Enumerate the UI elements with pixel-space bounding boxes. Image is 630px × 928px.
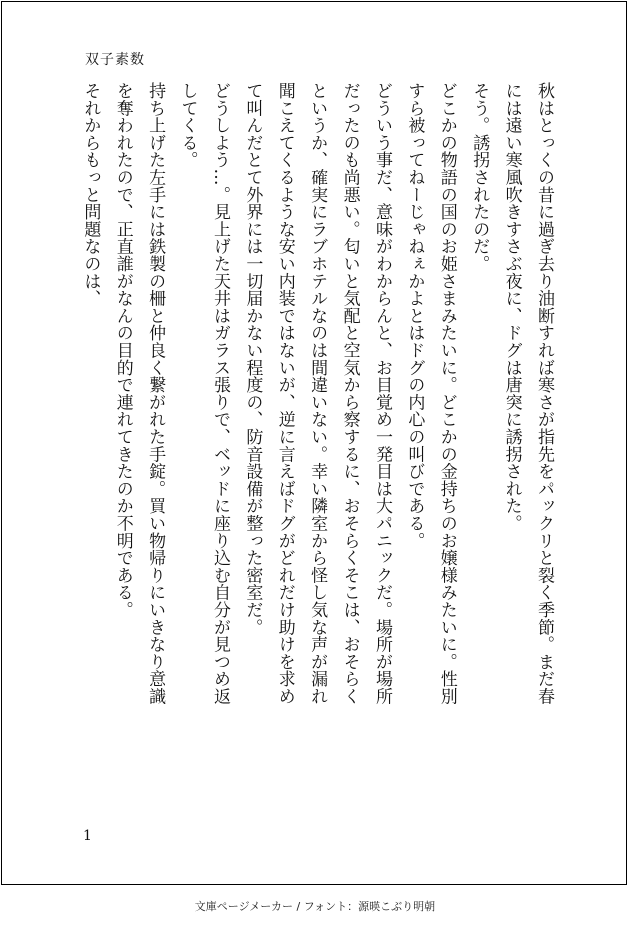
text-column-4: どこかの物語の国のお姫さまみたいに。どこかの金持ちのお嬢様みたいに。性別 <box>436 82 457 705</box>
text-column-15: それからもっと問題なのは、 <box>80 82 101 307</box>
book-title: 双子素数 <box>85 52 145 68</box>
text-column-6: どういう事だ、意味がわからんと、お目覚め一発目は大パニックだ。場所が場所 <box>371 82 392 705</box>
body-text <box>70 82 560 802</box>
text-column-3: そう。誘拐されたのだ。 <box>469 82 490 273</box>
text-column-11: どうしよう…。見上げた天井はガラス張りで、ベッドに座り込む自分が見つめ返 <box>209 82 230 705</box>
text-column-5: すら被ってねーじゃねぇかよとはドグの内心の叫びである。 <box>404 82 425 550</box>
page-number: 1 <box>83 828 92 844</box>
text-column-10: て叫んだとて外界には一切届かない程度の、防音設備が整った密室だ。 <box>242 82 263 636</box>
text-column-8: というか、確実にラブホテルなのは間違いない。幸い隣室から怪し気な声が漏れ <box>307 82 328 705</box>
page-frame <box>1 1 627 885</box>
text-column-13: 持ち上げた左手には鉄製の柵と仲良く繋がれた手錠。買い物帰りにいきなり意識 <box>145 82 166 705</box>
text-column-2: には遠い寒風吹きすさぶ夜に、ドグは唐突に誘拐された。 <box>501 82 522 532</box>
text-column-9: 聞こえてくるような安い内装ではないが、逆に言えばドグがどれだけ助けを求め <box>274 82 295 705</box>
footer-credit: 文庫ページメーカー / フォント：源暎こぶり明朝 <box>194 900 436 913</box>
text-column-7: だったのも尚悪い。匂いと気配と空気から察するに、おそらくそこは、おそらく <box>339 82 360 705</box>
text-column-12: してくる。 <box>177 82 198 169</box>
text-column-14: を奪われたので、正直誰がなんの目的で連れてきたのか不明である。 <box>112 82 133 619</box>
text-column-1: 秋はとっくの昔に過ぎ去り油断すれば寒さが指先をパックリと裂く季節。まだ春 <box>534 82 554 705</box>
